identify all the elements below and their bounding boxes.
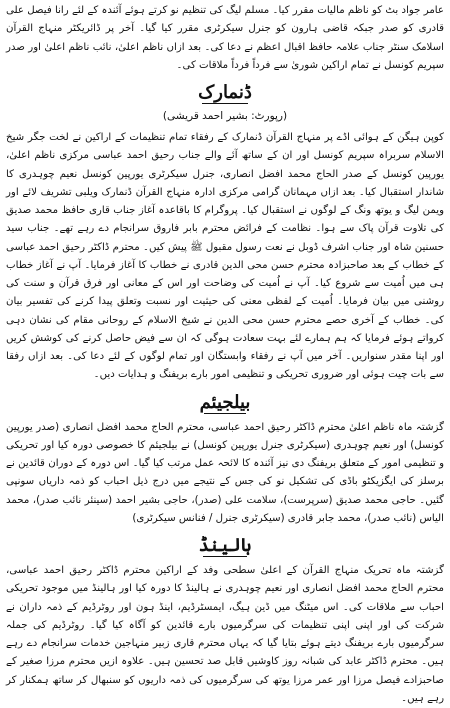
holland-title: ہالینڈ — [198, 535, 252, 556]
belgium-paragraph: گزشتہ ماہ ناظم اعلیٰ محترم ڈاکٹر رحیق احمد عباسی، محترم الحاج محمد افضل انصاری (صدر یورپین کونسل) اور نعیم چوہدری (سیکرٹری جنرل یورپین کونسل) نے بیلجیئم کا خصوصی دورہ کیا اور تحریکی و تنظیمی امور کے متعلق بریفنگ دی نیز آئندہ کا لائحہ عمل مرتب کیا گیا۔ اس دورہ کے دوران قائدین نے برسلز کی ایگزیکٹو باڈی کی تشکیل نو کی جس کے نتیجے میں درج ذیل احباب کو ذمہ داریاں سونپی گئیں۔ حاجی محمد صدیق (سرپرست)، سلامت علی (صدر)، حاجی بشیر احمد (سینئر نائب صدر)، محمد الیاس (نائب صدر)، محمد جابر قادری (سیکرٹری جنرل / فنانس سیکرٹری) — [6, 421, 444, 524]
intro-paragraph: عامر جواد بٹ کو ناظم مالیات مقرر کیا۔ مسلم لیگ کی تنظیم نو کرتے ہوئے آئندہ کے لئے رانا فیصل علی قادری کو صدر جبکہ قاضی ہارون کو جنرل سیکرٹری مقرر کیا گیا۔ آخر پر ڈائریکٹر منہاج القرآن اسلامک سنٹر جناب علامہ حافظ اقبال اعظم نے دعا کی۔ بعد ازاں ناظم اعلیٰ، نائب ناظم اعلیٰ اور صدر سپریم کونسل نے تمام اراکین شوریٰ سے فرداً فرداً ملاقات کی۔ — [6, 5, 444, 71]
section-heading-belgium — [6, 391, 444, 415]
denmark-byline: (رپورٹ: بشیر احمد قریشی) — [162, 110, 288, 122]
denmark-title: ڈنمارک — [198, 82, 252, 103]
belgium-title: بیلجیئم — [199, 391, 251, 413]
section-heading-holland — [6, 534, 444, 558]
section-heading-denmark — [6, 81, 444, 105]
holland-paragraph: گزشتہ ماہ تحریک منہاج القرآن کے اعلیٰ سطحی وفد کے اراکین محترم ڈاکٹر رحیق احمد عباسی، محترم الحاج محمد افضل انصاری اور نعیم چوہدری نے ہالینڈ کا دورہ کیا اور ہالینڈ میں موجود تحریکی احباب سے ملاقات کی۔ اس میٹنگ میں ڈین ہیگ، ایمسٹرڈیم، اینڈ ہون اور روٹرڈیم کے ذمہ داران نے شرکت کی اور اپنی اپنی تنظیمات کی سرگرمیوں بارے قائدین کو آگاہ کیا گیا۔ روٹرڈیم کی جملہ سرگرمیوں بارے بریفنگ دیتے ہوئے بتایا گیا کہ یہاں محترم قاری زبیر منہاجین خدمات سرانجام دے رہے ہیں۔ محترم ڈاکٹر عابد کی شبانہ روز کاوشیں قابل صد تحسین ہیں۔ علاوہ ازیں محترم مرزا صغیر کے صاحبزادے فیصل مرزا اور عمر مرزا یوتھ کی سرگرمیوں کی ذمہ داریوں کو سنبھال کر ساتھ ہمکنار کر رہے ہیں۔ — [6, 565, 444, 704]
denmark-paragraph: کوپن ہیگن کے ہوائی اڈے پر منہاج القرآن ڈنمارک کے رفقاء تمام تنظیمات کے اراکین نے لخت جگر شیخ الاسلام سربراہ سپریم کونسل اور ان کے ساتھ آئے والے جناب رحیق احمد عباسی مرکزی ناظم اعلیٰ، یورپین کونسل کے صدر الحاج محمد افضل انصاری، جنرل سیکرٹری یورپین کونسل نعیم چوہدری کا شاندار استقبال کیا۔ بعد ازاں مہمانان گرامی مرکزی ادارہ منہاج القرآن ڈنمارک ویلبی تشریف لائے اور ویمن لیگ و یوتھ ونگ کے لوگوں نے استقبال کیا۔ پروگرام کا باقاعدہ آغاز جناب قاری حافظ محمد صدیق کی تلاوت قرآن پاک سے ہوا۔ نظامت کے فرائض محترم بابر فاروق سرانجام دے رہے تھے۔ جناب سید حسنین شاہ اور جناب اشرف ڈوبل نے نعت رسول مقبول ﷺ پیش کیں۔ محترم ڈاکٹر رحیق احمد عباسی کے خطاب کے بعد صاحبزادہ محترم حسن محی الدین قادری نے خطاب کا آغاز فرمایا۔ آپ نے آغاز خطاب ہی میں اُمیت سے شروع کیا۔ آپ نے اُمیت کی وضاحت اور اس کے معانی اور فرق قرآن و سنت کی روشنی میں بیان فرمایا۔ اُمیت کے لفظی معنی کی حیثیت اور نسبت وتعلق پیدا کرنے کی تفسیر بیان کی۔ خطاب کے آخری حصے محترم حسن محی الدین نے شیخ الاسلام کے روحانی مقام کی نشان دہی کرواتے ہوئے فرمایا کہ ہم ہمارے لئے بہت سعادت ہوگی کہ ان سے فیض حاصل کرنے کی کوشش کریں اور اپنا مقدر سنواریں۔ آخر میں آپ نے رفقاء وابستگان اور تمام لوگوں کے لئے دعا کی۔ بعد ازاں رفقا سے بات چیت ہوئی اور ضروری تحریکی و تنظیمی امور بارے بریفنگ و ہدایات دیں۔ — [6, 132, 444, 381]
